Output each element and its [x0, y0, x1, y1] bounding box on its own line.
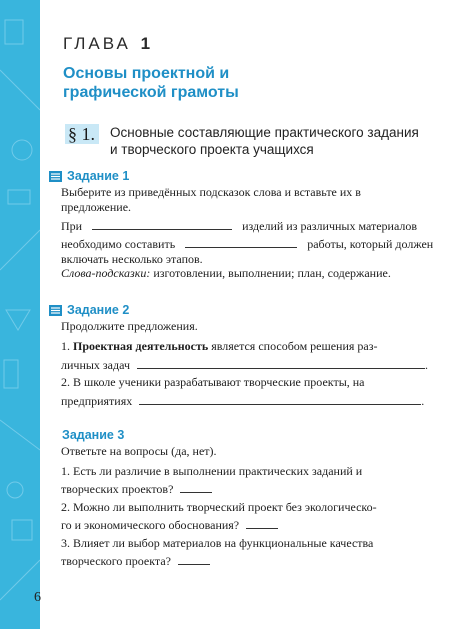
paragraph-title: Основные составляющие практического задания и творческого проекта учащихся: [110, 125, 419, 157]
answer-blank[interactable]: [180, 481, 212, 493]
answer-blank[interactable]: [178, 553, 210, 565]
task2-s2-end: .: [421, 394, 425, 408]
task2-heading-text: Задание 2: [67, 303, 130, 317]
task3-heading-text: Задание 3: [62, 428, 125, 442]
task3-q2-line2-text: го и экономического обоснования?: [61, 518, 240, 532]
task2-s2-line2: [61, 393, 441, 409]
hints-text: изготовлении, выполнении; план, содержание.: [153, 266, 391, 280]
task2-s1-line2: [61, 357, 441, 373]
task3-q1-line2-text: творческих проектов?: [61, 482, 174, 496]
task3-q1: [61, 464, 441, 497]
list-icon: [49, 171, 62, 182]
decorative-sidebar: [0, 0, 40, 629]
task2-s1-line2-text: личных задач: [61, 358, 130, 372]
task1-sentence-line1: [61, 218, 436, 234]
task3-q3-line2: [61, 553, 441, 569]
chapter-label: [63, 34, 150, 54]
paragraph-number: § 1.: [68, 124, 95, 144]
task2-intro: Продолжите предложения.: [61, 319, 198, 333]
hints-label: Слова-подсказки:: [61, 266, 151, 280]
list-icon: [49, 305, 62, 316]
task2-sentence2: [61, 375, 441, 409]
task1-s1d: работы, который должен: [307, 237, 434, 251]
task3-q2-line1: 2. Можно ли выполнить творческий проект без экологическо-: [61, 500, 377, 514]
task3-q3-line1: 3. Влияет ли выбор материалов на функциональные качества: [61, 536, 374, 550]
task1-intro: [61, 185, 431, 215]
task2-s2-line1: 2. В школе ученики разрабатывают творческие проекты, на: [61, 375, 365, 389]
task1-heading: [49, 169, 129, 183]
answer-blank[interactable]: [246, 517, 278, 529]
task3-q2-line2: [61, 517, 441, 533]
task1-s1e: включать несколько этапов.: [61, 252, 203, 266]
chapter-number: 1: [140, 34, 151, 53]
task3-q2: [61, 500, 441, 533]
task2-s1-rest: является способом решения раз-: [211, 339, 378, 353]
task1-heading-text: Задание 1: [67, 169, 130, 183]
answer-blank[interactable]: [92, 218, 232, 230]
task2-heading: [49, 303, 129, 317]
task1-s1a: При: [61, 219, 83, 233]
task2-s1-line1: [61, 339, 441, 354]
task2-s1-num: 1.: [61, 339, 70, 353]
page-content: [34, 0, 450, 629]
task3-heading: [62, 428, 124, 442]
answer-blank[interactable]: [185, 236, 297, 248]
chapter-title: Основы проектной и графической грамоты: [63, 65, 239, 101]
task3-q1-line2: [61, 481, 441, 497]
task2-s1-bold: Проектная деятельность: [73, 339, 209, 353]
task2-sentence1: [61, 339, 441, 373]
task1-hints: [61, 266, 441, 281]
task1-s1c: необходимо составить: [61, 237, 176, 251]
task1-sentence: [61, 218, 436, 267]
task3-q3-line2-text: творческого проекта?: [61, 554, 171, 568]
answer-blank[interactable]: [139, 393, 421, 405]
answer-blank[interactable]: [137, 357, 425, 369]
task3-q1-line1: 1. Есть ли различие в выполнении практических заданий и: [61, 464, 363, 478]
task3-q3: [61, 536, 441, 569]
chapter-word: ГЛАВА: [63, 34, 131, 53]
task1-intro-line1: Выберите из приведённых подсказок слова и вставьте их в: [61, 185, 361, 199]
task1-intro-line2: предложение.: [61, 200, 132, 214]
task2-s2-line2-text: предприятиях: [61, 394, 133, 408]
page-number: 6: [34, 590, 41, 605]
task1-s1b: изделий из различных материалов: [242, 219, 418, 233]
task1-sentence-line2: [61, 236, 436, 252]
task2-s1-end: .: [424, 358, 428, 372]
task3-intro: Ответьте на вопросы (да, нет).: [61, 444, 217, 458]
sidebar-pattern: [0, 0, 40, 629]
